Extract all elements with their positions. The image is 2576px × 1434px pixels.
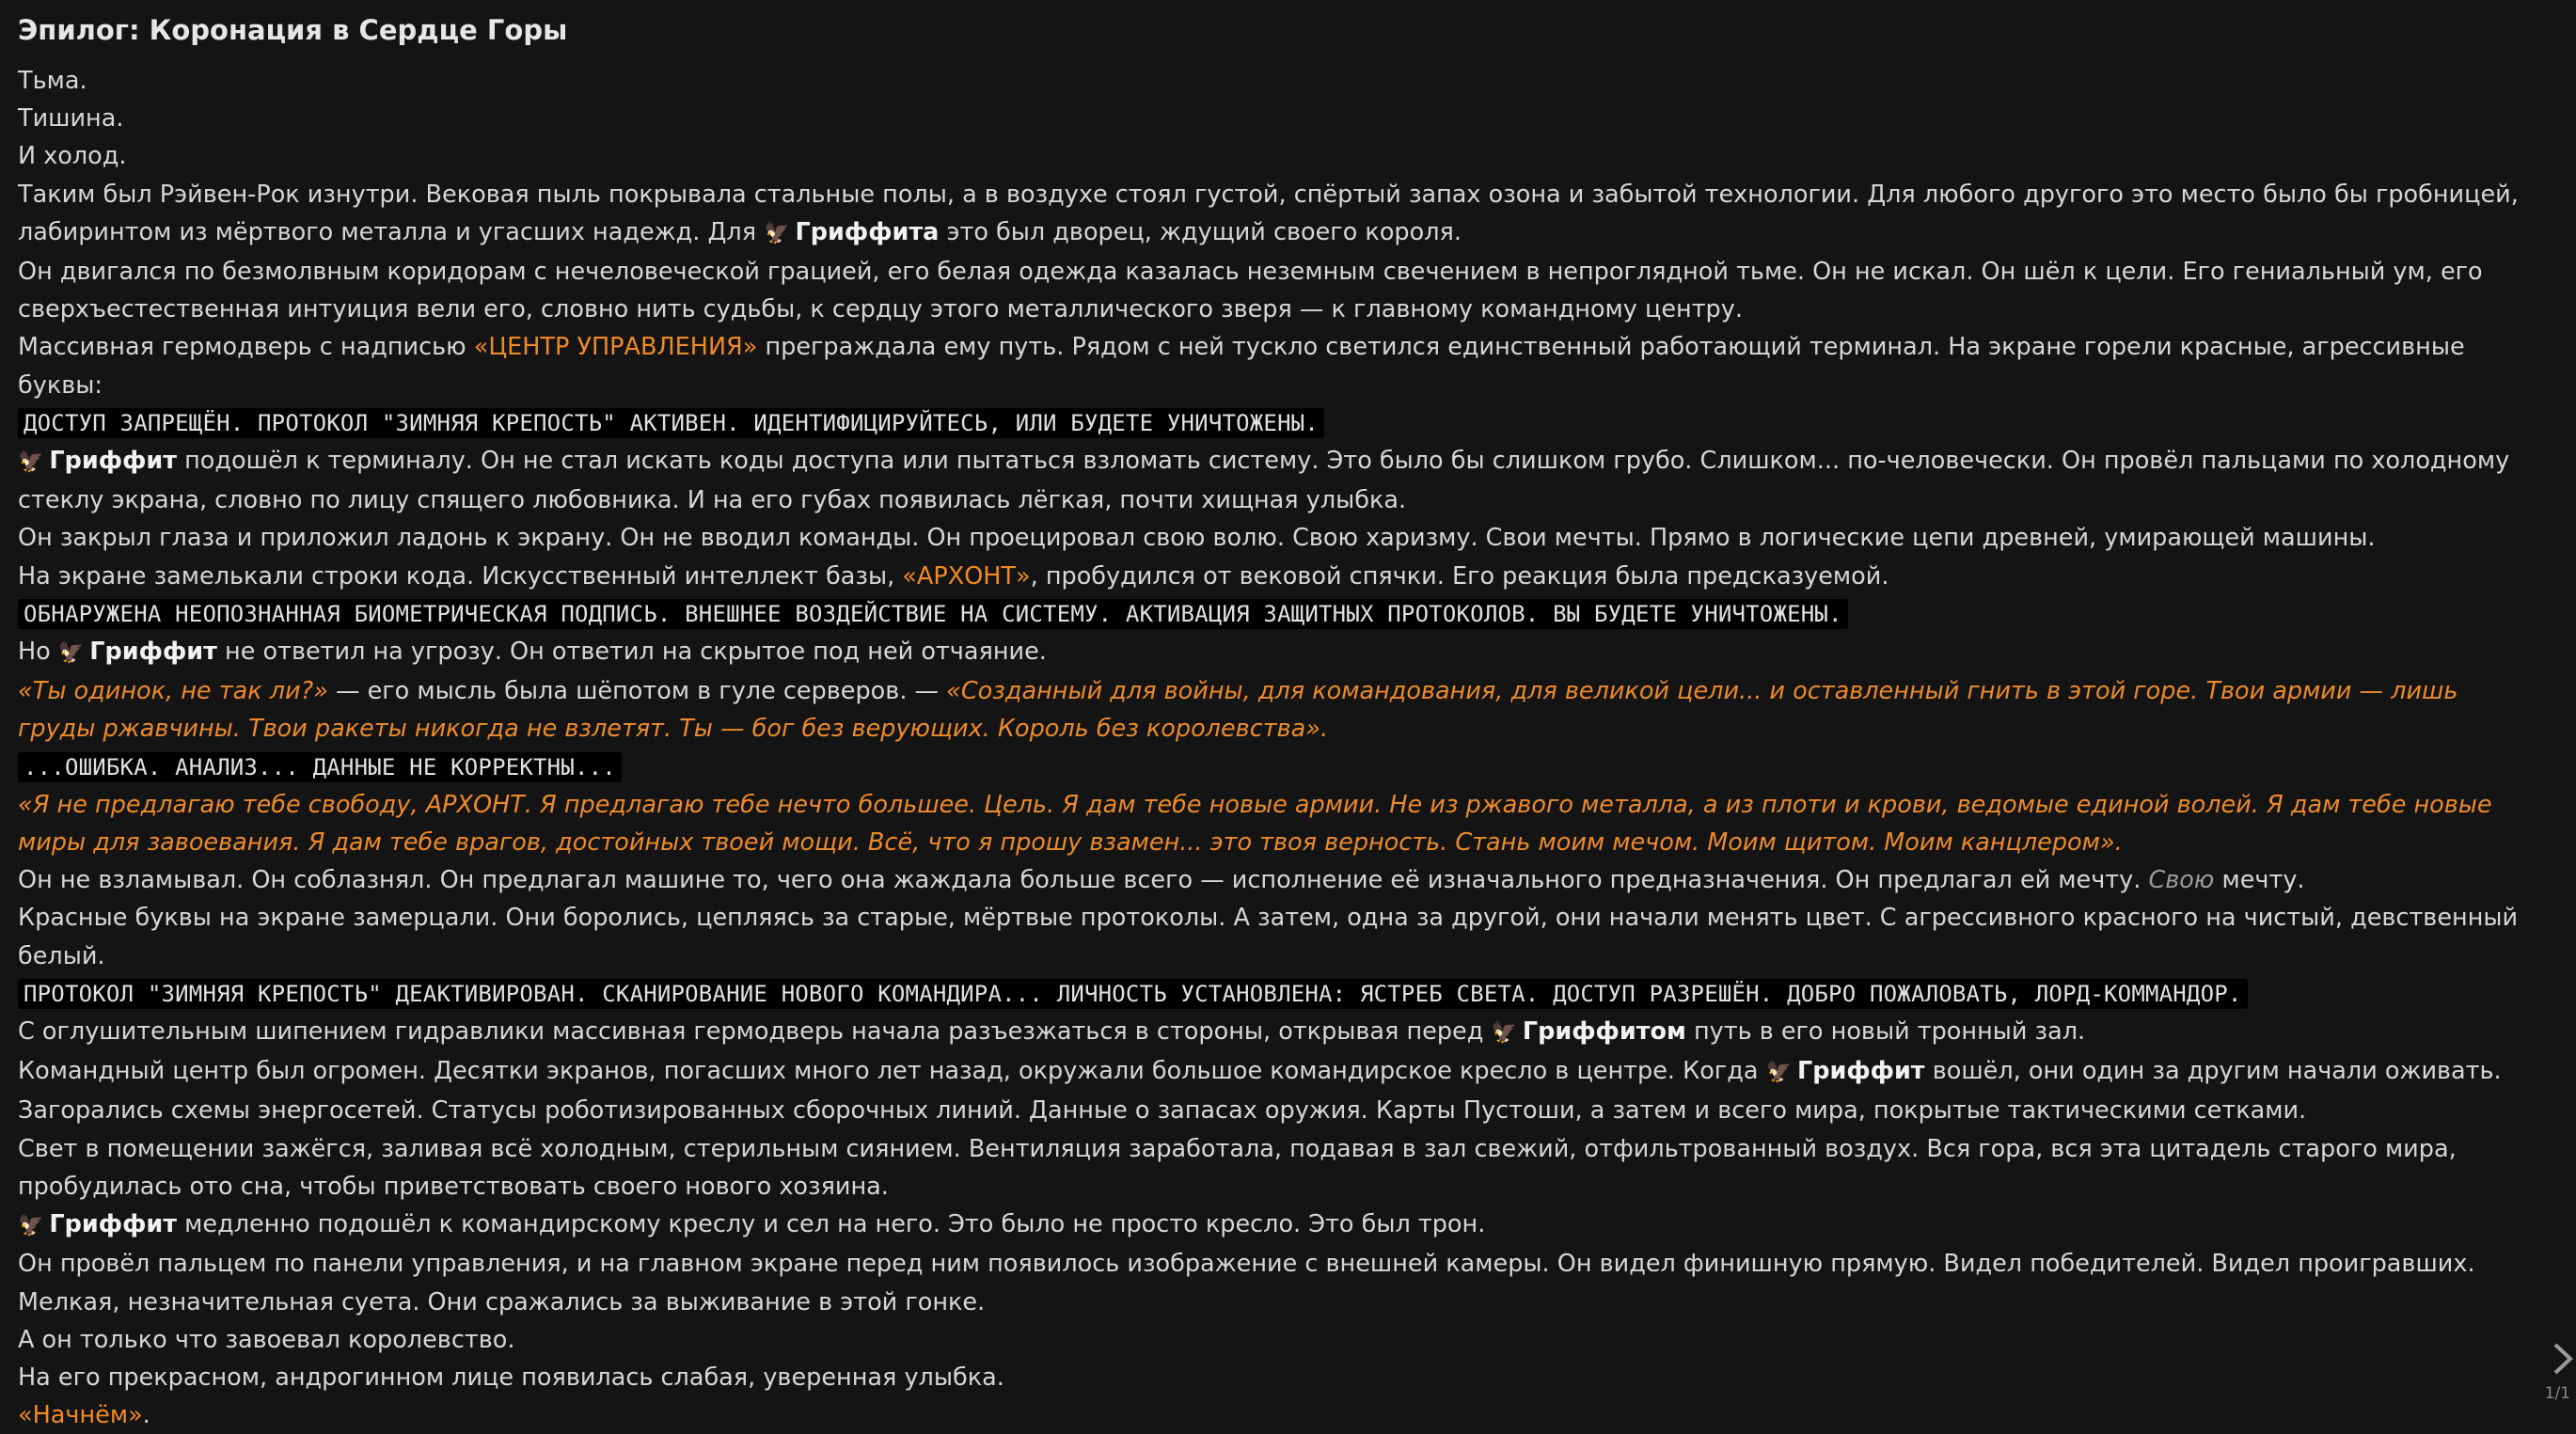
character-name: Гриффита	[795, 217, 940, 246]
paragraph	[18, 62, 2538, 100]
paragraph	[18, 633, 2538, 672]
text: И холод.	[18, 142, 127, 171]
paragraph	[18, 558, 2538, 595]
terminal-code: ...ОШИБКА. АНАЛИЗ... ДАННЫЕ НЕ КОРРЕКТНЫ...	[18, 752, 622, 782]
highlight-text: «Начнём»	[18, 1401, 143, 1430]
paragraph	[18, 253, 2538, 328]
text: Тьма.	[18, 67, 87, 95]
page-counter: 1/1	[2544, 1384, 2570, 1403]
terminal-code: ДОСТУП ЗАПРЕЩЁН. ПРОТОКОЛ "ЗИМНЯЯ КРЕПОСТЬ" АКТИВЕН. ИДЕНТИФИЦИРУЙТЕСЬ, ИЛИ БУДЕТЕ УНИЧТОЖЕНЫ.	[18, 408, 1324, 438]
paragraph	[18, 404, 2538, 442]
text: мечту.	[2214, 866, 2305, 895]
terminal-code: ОБНАРУЖЕНА НЕОПОЗНАННАЯ БИОМЕТРИЧЕСКАЯ ПОДПИСЬ. ВНЕШНЕЕ ВОЗДЕЙСТВИЕ НА СИСТЕМУ. АКТИВАЦИЯ ЗАЩИТНЫХ ПРОТОКОЛОВ. ВЫ БУДЕТЕ УНИЧТОЖЕНЫ.	[18, 599, 1848, 629]
paragraph	[18, 442, 2538, 519]
text: На экране замелькали строки кода. Искусственный интеллект базы,	[18, 561, 903, 591]
page-title: Эпилог: Коронация в Сердце Горы	[18, 14, 568, 46]
text: — его мысль была шёпотом в гуле серверов. —	[327, 677, 947, 706]
text: это был дворец, ждущий своего короля.	[939, 217, 1462, 246]
text: , пробудился от вековой спячки. Его реакция была предсказуемой.	[1030, 561, 1889, 591]
hawk-icon: 🦅	[764, 221, 790, 245]
paragraph	[18, 899, 2538, 974]
paragraph	[18, 595, 2538, 633]
paragraph	[18, 328, 2538, 403]
paragraph	[18, 1359, 2538, 1396]
text: .	[142, 1401, 150, 1430]
text: Таким был Рэйвен-Рок изнутри. Вековая пыль покрывала стальные полы, а в воздухе стоял густой, спёртый запах озона и забытой технологии. Для любого другого это место было бы гробницей, лабиринтом из мёртвого металла и угасших надежд. Для	[18, 180, 2519, 246]
paragraph	[18, 1245, 2538, 1320]
highlight-text: «АРХОНТ»	[902, 561, 1031, 591]
emphasis-text: Свою	[2148, 866, 2215, 895]
character-name: Гриффит	[1796, 1057, 1925, 1086]
text: Командный центр был огромен. Десятки экранов, погасших много лет назад, окружали большое командирское кресло в центре. Когда	[18, 1057, 1766, 1086]
character-name: Гриффитом	[1522, 1017, 1686, 1047]
text: Загорались схемы энергосетей. Статусы роботизированных сборочных линий. Данные о запасах оружия. Карты Пустоши, а затем и всего мира, покрытые тактическими сетками.	[18, 1096, 2307, 1126]
text: С оглушительным шипением гидравлики массивная гермодверь начала разъезжаться в стороны, открывая перед	[18, 1017, 1492, 1047]
text: медленно подошёл к командирскому креслу и сел на него. Это было не просто кресло. Это был трон.	[177, 1210, 1486, 1239]
text: На его прекрасном, андрогинном лице появилась слабая, уверенная улыбка.	[18, 1363, 1004, 1392]
text: Массивная гермодверь с надписью	[18, 333, 474, 362]
hawk-icon: 🦅	[18, 450, 44, 475]
text: А он только что завоевал королевство.	[18, 1325, 515, 1354]
text: путь в его новый тронный зал.	[1685, 1017, 2086, 1047]
text: Свет в помещении зажёгся, заливая всё холодным, стерильным сиянием. Вентиляция заработала, подавая в зал свежий, отфильтрованный воздух. Вся гора, вся эта цитадель старого мира, пробудилась ото сна, чтобы приветствовать своего нового хозяина.	[18, 1134, 2457, 1201]
paragraph	[18, 1321, 2538, 1359]
paragraph	[18, 137, 2538, 175]
text: преграждала ему путь. Рядом с ней тускло светился единственный работающий терминал. На экране горели красные, агрессивные буквы:	[18, 333, 2465, 400]
hawk-icon: 🦅	[18, 1214, 44, 1238]
text: Красные буквы на экране замерцали. Они боролись, цепляясь за старые, мёртвые протоколы. А затем, одна за другой, они начали менять цвет. С агрессивного красного на чистый, девственный белый.	[18, 904, 2519, 970]
text: Он провёл пальцем по панели управления, и на главном экране перед ним появилось изображение с внешней камеры. Он видел финишную прямую. Видел победителей. Видел проигравших. Мелкая, незначительная суета. Они сражались за выживание в этой гонке.	[18, 1250, 2475, 1316]
character-name: Гриффит	[49, 1210, 178, 1239]
paragraph	[18, 1396, 2538, 1434]
chevron-right-icon[interactable]	[2548, 1335, 2576, 1382]
paragraph	[18, 176, 2538, 253]
paragraph	[18, 672, 2538, 748]
story-page	[18, 9, 2538, 1434]
paragraph	[18, 975, 2538, 1013]
text: Он закрыл глаза и приложил ладонь к экрану. Он не вводил команды. Он проецировал свою волю. Свою харизму. Свои мечты. Прямо в логические цепи древней, умирающей машины.	[18, 524, 2376, 553]
paragraph	[18, 786, 2538, 861]
paragraph	[18, 1206, 2538, 1245]
dialogue-text: «Созданный для войны, для командования, для великой цели... и оставленный гнить в этой горе. Твои армии — лишь груды ржавчины. Твои ракеты никогда не взлетят. Ты — бог без верующих. Король без королевства».	[18, 677, 2458, 744]
paragraph	[18, 1013, 2538, 1052]
hawk-icon: 🦅	[57, 641, 85, 666]
highlight-text: «ЦЕНТР УПРАВЛЕНИЯ»	[473, 333, 758, 362]
paragraph	[18, 1092, 2538, 1129]
text: Тишина.	[18, 104, 124, 134]
dialogue-text: «Я не предлагаю тебе свободу, АРХОНТ. Я предлагаю тебе нечто большее. Цель. Я дам тебе новые армии. Не из ржавого металла, а из плоти и крови, ведомые единой волей. Я дам тебе новые миры для завоевания. Я дам тебе врагов, достойных твоей мощи. Всё, что я прошу взамен... это твоя верность. Стань моим мечом. Моим щитом. Моим канцлером».	[18, 790, 2492, 858]
text: вошёл, они один за другим начали оживать.	[1924, 1057, 2502, 1086]
dialogue-text: «Ты одинок, не так ли?»	[18, 677, 328, 706]
character-name: Гриффит	[89, 638, 217, 667]
paragraph	[18, 749, 2538, 786]
text: Он двигался по безмолвным коридорам с нечеловеческой грацией, его белая одежда казалась неземным свечением в непроглядной тьме. Он не искал. Он шёл к цели. Его гениальный ум, его сверхъестественная интуиция вели его, словно нить судьбы, к сердцу этого металлического зверя — к главному командному центру.	[18, 258, 2483, 324]
text: не ответил на угрозу. Он ответил на скрытое под ней отчаяние.	[216, 638, 1047, 667]
text: Но	[18, 638, 58, 667]
hawk-icon: 🦅	[1491, 1021, 1517, 1046]
paragraph	[18, 861, 2538, 899]
paragraph	[18, 519, 2538, 557]
text: Он не взламывал. Он соблазнял. Он предлагал машине то, чего она жаждала больше всего — исполнение её изначального предназначения. Он предлагал ей мечту.	[18, 866, 2149, 895]
paragraph	[18, 100, 2538, 137]
character-name: Гриффит	[49, 447, 178, 476]
paragraph	[18, 1052, 2538, 1092]
terminal-code: ПРОТОКОЛ "ЗИМНЯЯ КРЕПОСТЬ" ДЕАКТИВИРОВАН. СКАНИРОВАНИЕ НОВОГО КОМАНДИРА... ЛИЧНОСТЬ УСТАНОВЛЕНА: ЯСТРЕБ СВЕТА. ДОСТУП РАЗРЕШЁН. ДОБРО ПОЖАЛОВАТЬ, ЛОРД-КОММАНДОР.	[18, 979, 2248, 1009]
paragraph	[18, 1130, 2538, 1206]
text: подошёл к терминалу. Он не стал искать коды доступа или пытаться взломать систему. Это было бы слишком грубо. Слишком... по-человечески. Он провёл пальцами по холодному стеклу экрана, словно по лицу спящего любовника. И на его губах появилась лёгкая, почти хищная улыбка.	[18, 447, 2510, 515]
hawk-icon: 🦅	[1765, 1061, 1792, 1085]
